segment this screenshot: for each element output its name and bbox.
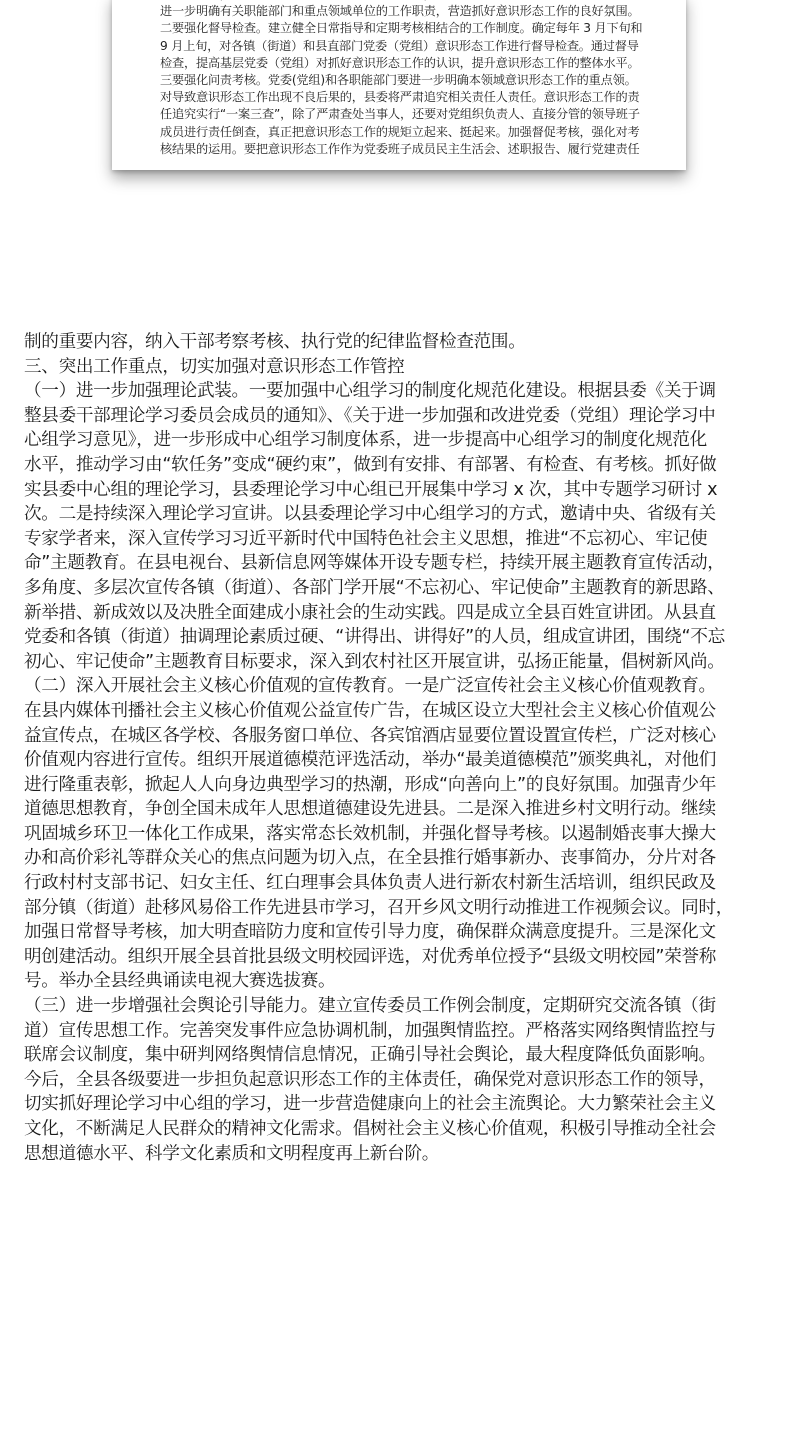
body-line: 思想道德水平、科学文化素质和文明程度再上新台阶。: [24, 1143, 440, 1164]
body-line: 办和高价彩礼等群众关心的焦点问题为切入点，在全县推行婚事新办、丧事简办，分片对各: [24, 848, 716, 869]
body-line: 初心、牢记使命”主题教育目标要求，深入到农村社区开展宣讲，弘扬正能量，倡树新风尚。: [24, 651, 725, 672]
preview-line: 9 月上旬，对各镇（街道）和县直部门党委（党组）意识形态工作进行督导检查。通过督导: [160, 38, 639, 53]
preview-line: 二要强化督导检查。建立健全日常指导和定期考核相结合的工作制度。确定每年 3 月下旬和: [160, 21, 643, 36]
body-line: 道）宣传思想工作。完善突发事件应急协调机制，加强舆情监控。严格落实网络舆情监控与: [24, 1020, 716, 1041]
body-line: 今后，全县各级要进一步担负起意识形态工作的主体责任，确保党对意识形态工作的领导，: [24, 1069, 716, 1090]
preview-text-block: [160, 0, 660, 158]
body-line: 制的重要内容，纳入干部考察考核、执行党的纪律监督检查范围。: [24, 332, 526, 352]
preview-line: 三要强化问责考核。党委(党组)和各职能部门要进一步明确本领域意识形态工作的重点领。: [160, 72, 637, 87]
body-line: 价值观内容进行宣传。组织开展道德模范评选活动，举办“最美道德模范”颁奖典礼，对他们: [24, 750, 717, 771]
body-line: 道德思想教育，争创全国未成年人思想道德建设先进县。二是深入推进乡村文明行动。继续: [24, 799, 716, 820]
subsection-heading-1: （一）进一步加强理论武装。一要加强中心组学习的制度化规范化建设。根据县委《关于调: [24, 381, 716, 402]
body-line: 号。举办全县经典诵读电视大赛选拔赛。: [24, 971, 336, 992]
document-body: [24, 330, 784, 1166]
preview-line: 对导致意识形态工作出现不良后果的，县委将严肃追究相关责任人责任。意识形态工作的责: [160, 90, 640, 105]
body-line: 切实抓好理论学习中心组的学习，进一步营造健康向上的社会主流舆论。大力繁荣社会主义: [24, 1094, 716, 1115]
body-line: 次。二是持续深入理论学习宣讲。以县委理论学习中心组学习的方式，邀请中央、省级有关: [24, 504, 716, 525]
body-line: 新举措、新成效以及决胜全面建成小康社会的生动实践。四是成立全县百姓宣讲团。从县直: [24, 602, 716, 623]
preview-line: 检查，提高基层党委（党组）对抓好意识形态工作的认识，提升意识形态工作的整体水平。: [160, 55, 640, 70]
body-line: 明创建活动。组织开展全县首批县级文明校园评选，对优秀单位授予“县级文明校园”荣誉称: [24, 946, 717, 967]
body-line: 加强日常督导考核，加大明查暗防力度和宣传引导力度，确保群众满意度提升。三是深化文: [24, 922, 716, 943]
body-line: 部分镇（街道）赴移风易俗工作先进县市学习，召开乡风文明行动推进工作视频会议。同时，: [24, 897, 734, 918]
section-heading: 三、突出工作重点，切实加强对意识形态工作管控: [24, 356, 405, 377]
subsection-heading-2: （二）深入开展社会主义核心价值观的宣传教育。一是广泛宣传社会主义核心价值观教育。: [24, 676, 716, 697]
document-page-preview: [112, 0, 686, 170]
subsection-heading-3: （三）进一步增强社会舆论引导能力。建立宣传委员工作例会制度，定期研究交流各镇（街: [24, 996, 716, 1017]
body-line: 心组学习意见》，进一步形成中心组学习制度体系，进一步提高中心组学习的制度化规范化: [24, 430, 707, 451]
body-line: 行政村村支部书记、妇女主任、红白理事会具体负责人进行新农村新生活培训，组织民政及: [24, 873, 716, 894]
preview-line: 成员进行责任倒查，真正把意识形态工作的规矩立起来、挺起来。加强督促考核，强化对考: [160, 124, 640, 139]
body-line: 多角度、多层次宣传各镇（街道）、各部门学开展“不忘初心、牢记使命”主题教育的新思路、: [24, 577, 725, 598]
body-line: 进行隆重表彰，掀起人人向身边典型学习的热潮，形成“向善向上”的良好氛围。加强青少年: [24, 774, 717, 795]
body-line: 整县委干部理论学习委员会成员的通知》、《关于进一步加强和改进党委（党组）理论学习中: [24, 405, 716, 426]
body-line: 在县内媒体刊播社会主义核心价值观公益宣传广告，在城区设立大型社会主义核心价值观公: [24, 700, 716, 721]
body-line: 命”主题教育。在县电视台、县新信息网等媒体开设专题专栏，持续开展主题教育宣传活动，: [24, 553, 725, 574]
body-line: 文化，不断满足人民群众的精神文化需求。倡树社会主义核心价值观，积极引导推动全社会: [24, 1119, 716, 1139]
body-line: 党委和各镇（街道）抽调理论素质过硬、“讲得出、讲得好”的人员，组成宣讲团，围绕“不忘: [24, 627, 725, 648]
body-line: 联席会议制度，集中研判网络舆情信息情况，正确引导社会舆论，最大程度降低负面影响。: [24, 1045, 716, 1066]
body-line: 实县委中心组的理论学习，县委理论学习中心组已开展集中学习 x 次，其中专题学习研讨 x: [24, 479, 718, 500]
body-line: 益宣传点，在城区各学校、各服务窗口单位、各宾馆酒店显要位置设置宣传栏，广泛对核心: [24, 725, 716, 746]
body-line: 水平，推动学习由“软任务”变成“硬约束”，做到有安排、有部署、有检查、有考核。抓好做: [24, 454, 717, 475]
body-line: 巩固城乡环卫一体化工作成果，落实常态长效机制，并强化督导考核。以遏制婚丧事大操大: [24, 823, 716, 844]
preview-line: 任追究实行“一案三查”，除了严肃查处当事人，还要对党组织负责人、直接分管的领导班子: [160, 107, 640, 122]
preview-line: 进一步明确有关职能部门和重点领域单位的工作职责，营造抓好意识形态工作的良好氛围。: [160, 4, 640, 19]
preview-line: 核结果的运用。要把意识形态工作作为党委班子成员民主生活会、述职报告、履行党建责任: [160, 141, 640, 156]
body-line: 专家学者来，深入宣传学习习近平新时代中国特色社会主义思想，推进“不忘初心、牢记使: [24, 528, 708, 549]
